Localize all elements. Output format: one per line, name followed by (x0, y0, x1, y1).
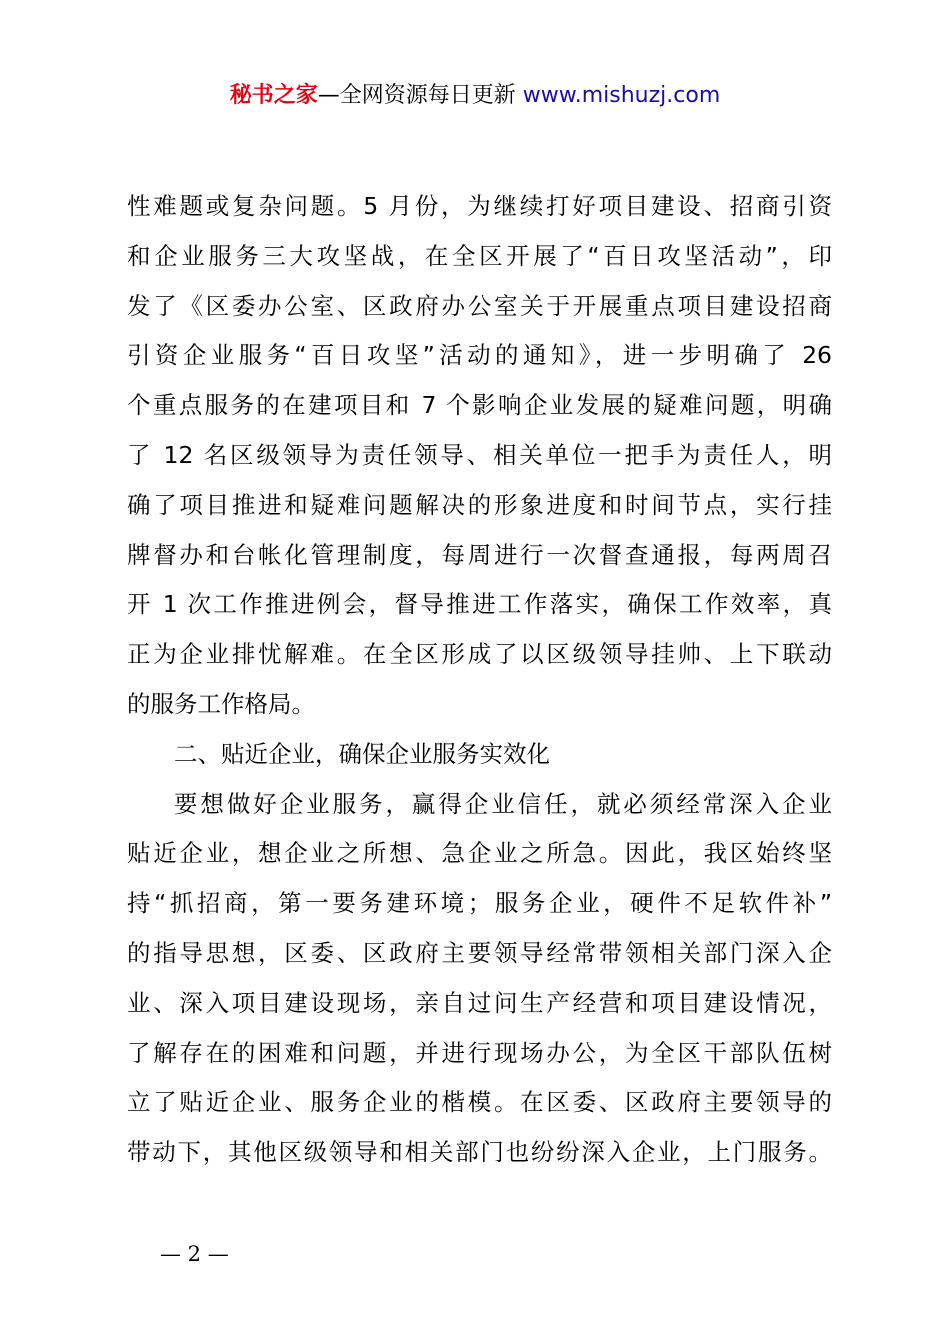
text-line: 带动下，其他区级领导和相关部门也纷纷深入企业，上门服务。 (127, 1138, 832, 1167)
text-line: 个重点服务的在建项目和 7 个影响企业发展的疑难问题，明确 (127, 391, 832, 420)
text-line: 开 1 次工作推进例会，督导推进工作落实，确保工作效率，真 (127, 590, 832, 619)
text-line: 了解存在的困难和问题，并进行现场办公，为全区干部队伍树 (127, 1038, 832, 1067)
text-line: 贴近企业，想企业之所想、急企业之所急。因此，我区始终坚 (127, 839, 832, 868)
text-line: 立了贴近企业、服务企业的楷模。在区委、区政府主要领导的 (127, 1088, 832, 1117)
text-line: 和企业服务三大攻坚战，在全区开展了“百日攻坚活动”，印 (127, 241, 832, 270)
section-heading: 二、贴近企业，确保企业服务实效化 (174, 739, 550, 768)
text-line: 业、深入项目建设现场，亲自过问生产经营和项目建设情况， (127, 988, 832, 1017)
text-line: 引资企业服务“百日攻坚”活动的通知》，进一步明确了 26 (127, 341, 832, 370)
text-line: 性难题或复杂问题。5 月份，为继续打好项目建设、招商引资 (127, 192, 832, 220)
header-tagline: —全网资源每日更新 (317, 83, 516, 108)
text-line: 发了《区委办公室、区政府办公室关于开展重点项目建设招商 (127, 291, 832, 320)
page-number: — 2 — (160, 1242, 229, 1266)
text-line: 的服务工作格局。 (127, 689, 315, 718)
text-line: 持“抓招商，第一要务建环境；服务企业，硬件不足软件补” (127, 889, 832, 918)
page-header (0, 80, 950, 112)
text-line: 了 12 名区级领导为责任领导、相关单位一把手为责任人，明 (127, 440, 832, 469)
header-url-link[interactable]: www.mishuzj.com (522, 83, 721, 108)
text-line: 的指导思想，区委、区政府主要领导经常带领相关部门深入企 (127, 938, 832, 967)
text-line: 正为企业排忧解难。在全区形成了以区级领导挂帅、上下联动 (127, 640, 832, 669)
text-line: 牌督办和台帐化管理制度，每周进行一次督查通报，每两周召 (127, 540, 832, 569)
text-line: 要想做好企业服务，赢得企业信任，就必须经常深入企业 (174, 789, 832, 818)
header-brand: 秘书之家 (229, 83, 318, 108)
document-body (127, 182, 832, 1178)
text-line: 确了项目推进和疑难问题解决的形象进度和时间节点，实行挂 (127, 490, 832, 519)
